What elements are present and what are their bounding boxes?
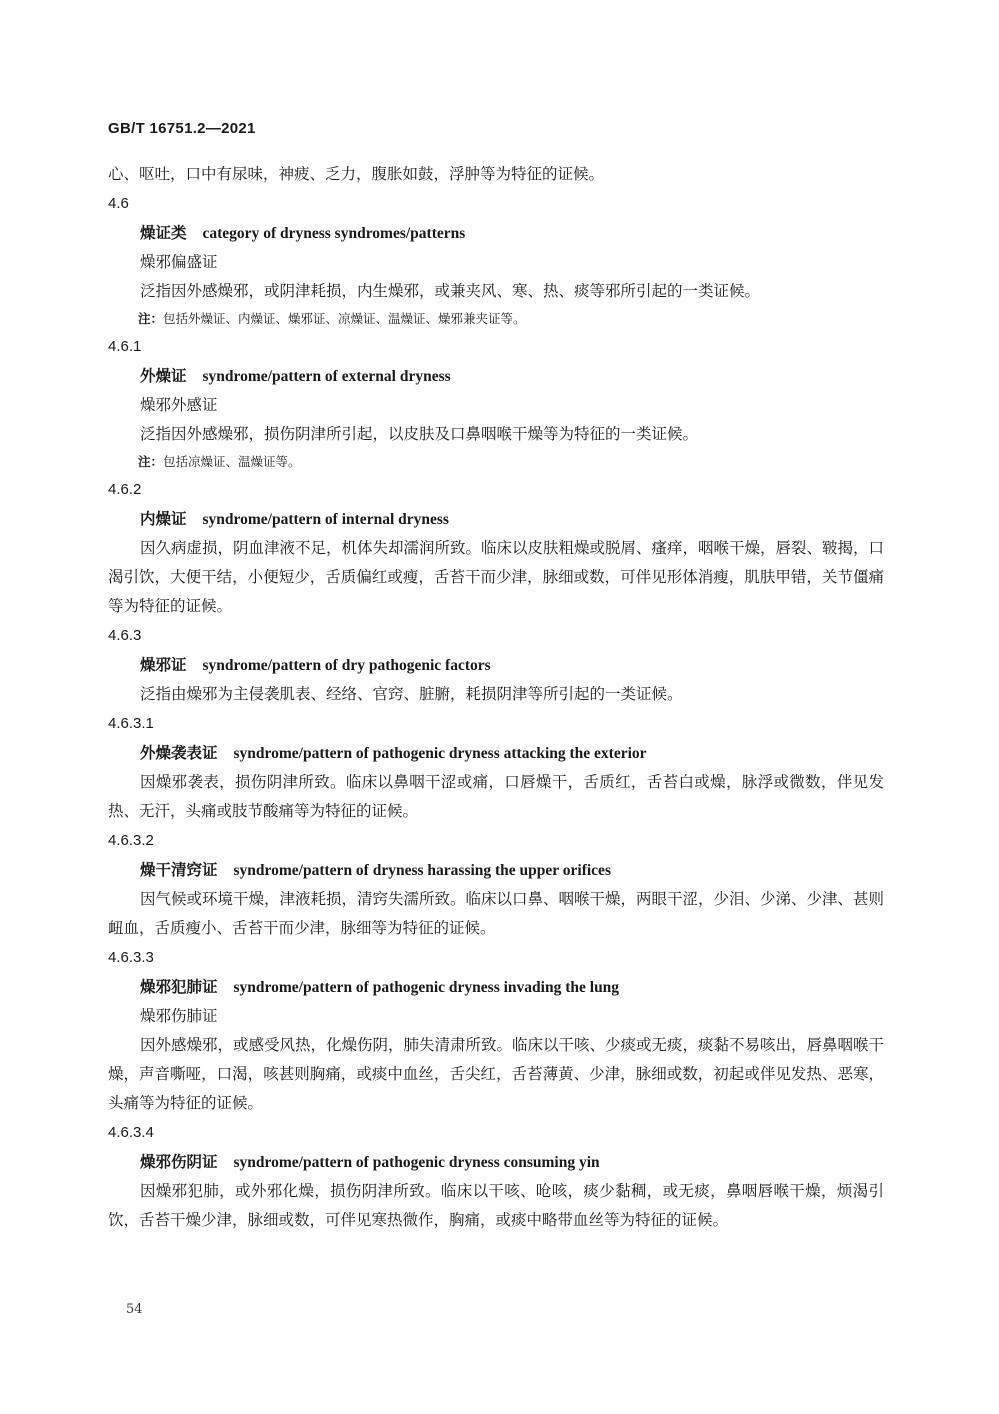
clause-number: 4.6.1	[108, 338, 142, 355]
term-heading	[140, 738, 884, 768]
term-heading	[140, 361, 884, 391]
clause-number: 4.6.3	[108, 627, 142, 644]
term-entry	[108, 943, 884, 1118]
clause-number: 4.6.3.1	[108, 715, 154, 732]
clause-number: 4.6.3.3	[108, 949, 154, 966]
note-label: 注：	[138, 454, 164, 469]
term-english: syndrome/pattern of pathogenic dryness attacking the exterior	[233, 745, 647, 762]
term-entry	[108, 621, 884, 709]
clause-number: 4.6	[108, 195, 129, 212]
term-entry	[108, 332, 884, 475]
term-chinese: 燥干清窍证	[140, 860, 218, 879]
term-heading	[140, 855, 884, 885]
term-definition: 泛指由燥邪为主侵袭肌表、经络、官窍、脏腑，耗损阴津等所引起的一类证候。	[140, 685, 683, 703]
term-synonym: 燥邪外感证	[140, 396, 218, 414]
term-definition: 泛指因外感燥邪，或阴津耗损，内生燥邪，或兼夹风、寒、热、痰等邪所引起的一类证候。	[140, 282, 761, 300]
term-entry	[108, 475, 884, 621]
term-entry	[108, 1118, 884, 1235]
term-definition: 因气候或环境干燥，津液耗损，清窍失濡所致。临床以口鼻、咽喉干燥，两眼干涩，少泪、少涕、少津、甚则衄血，舌质瘦小、舌苔干而少津，脉细等为特征的证候。	[108, 890, 885, 937]
term-english: syndrome/pattern of pathogenic dryness consuming yin	[233, 1154, 600, 1171]
standard-number-header: GB/T 16751.2—2021	[108, 120, 256, 137]
term-entry	[108, 826, 884, 943]
document-body	[108, 160, 884, 1235]
term-chinese: 外燥证	[140, 366, 187, 385]
term-synonym: 燥邪伤肺证	[140, 1007, 218, 1025]
term-definition: 泛指因外感燥邪，损伤阴津所引起，以皮肤及口鼻咽喉干燥等为特征的一类证候。	[140, 425, 699, 443]
term-chinese: 内燥证	[140, 509, 187, 528]
term-chinese: 燥邪犯肺证	[140, 977, 218, 996]
term-english: syndrome/pattern of pathogenic dryness invading the lung	[233, 979, 620, 996]
term-chinese: 外燥袭表证	[140, 743, 218, 762]
term-heading	[140, 972, 884, 1002]
term-definition: 因久病虚损，阴血津液不足，机体失却濡润所致。临床以皮肤粗燥或脱屑、瘙痒，咽喉干燥，唇裂、皲揭，口渴引饮，大便干结，小便短少，舌质偏红或瘦，舌苔干而少津，脉细或数，可伴见形体消瘦，肌肤甲错，关节僵痛等为特征的证候。	[108, 539, 885, 615]
term-definition: 因外感燥邪，或感受风热，化燥伤阴，肺失清肃所致。临床以干咳、少痰或无痰，痰黏不易咳出，唇鼻咽喉干燥，声音嘶哑，口渴，咳甚则胸痛，或痰中血丝，舌尖红，舌苔薄黄、少津，脉细或数，初起或伴见发热、恶寒，头痛等为特征的证候。	[108, 1036, 885, 1112]
term-heading	[140, 504, 884, 534]
term-english: category of dryness syndromes/patterns	[202, 225, 466, 242]
term-english: syndrome/pattern of dryness harassing the upper orifices	[233, 862, 611, 879]
continuation-text: 心、呕吐，口中有尿味，神疲、乏力，腹胀如鼓，浮肿等为特征的证候。	[108, 165, 605, 183]
term-definition: 因燥邪犯肺，或外邪化燥，损伤阴津所致。临床以干咳、呛咳，痰少黏稠，或无痰，鼻咽唇喉干燥，烦渴引饮，舌苔干燥少津，脉细或数，可伴见寒热微作，胸痛，或痰中略带血丝等为特征的证候。	[108, 1182, 884, 1229]
term-note	[138, 306, 884, 332]
term-english: syndrome/pattern of external dryness	[202, 368, 451, 385]
term-english: syndrome/pattern of dry pathogenic factors	[202, 657, 491, 674]
clause-number: 4.6.2	[108, 481, 142, 498]
clause-number: 4.6.3.4	[108, 1124, 154, 1141]
term-chinese: 燥证类	[140, 223, 187, 242]
term-entry	[108, 709, 884, 826]
note-text: 包括外燥证、内燥证、燥邪证、凉燥证、温燥证、燥邪兼夹证等。	[163, 311, 526, 326]
term-chinese: 燥邪伤阴证	[140, 1152, 218, 1171]
term-chinese: 燥邪证	[140, 655, 187, 674]
term-note	[138, 449, 884, 475]
term-heading	[140, 218, 884, 248]
term-heading	[140, 1147, 884, 1177]
sections-container	[108, 189, 884, 1235]
term-english: syndrome/pattern of internal dryness	[202, 511, 449, 528]
term-synonym: 燥邪偏盛证	[140, 253, 218, 271]
term-heading	[140, 650, 884, 680]
clause-number: 4.6.3.2	[108, 832, 154, 849]
term-entry	[108, 189, 884, 332]
note-label: 注：	[138, 311, 164, 326]
note-text: 包括凉燥证、温燥证等。	[163, 454, 301, 469]
term-definition: 因燥邪袭表，损伤阴津所致。临床以鼻咽干涩或痛，口唇燥干，舌质红，舌苔白或燥，脉浮或微数，伴见发热、无汗，头痛或肢节酸痛等为特征的证候。	[108, 773, 884, 820]
page-number: 54	[126, 1302, 143, 1317]
